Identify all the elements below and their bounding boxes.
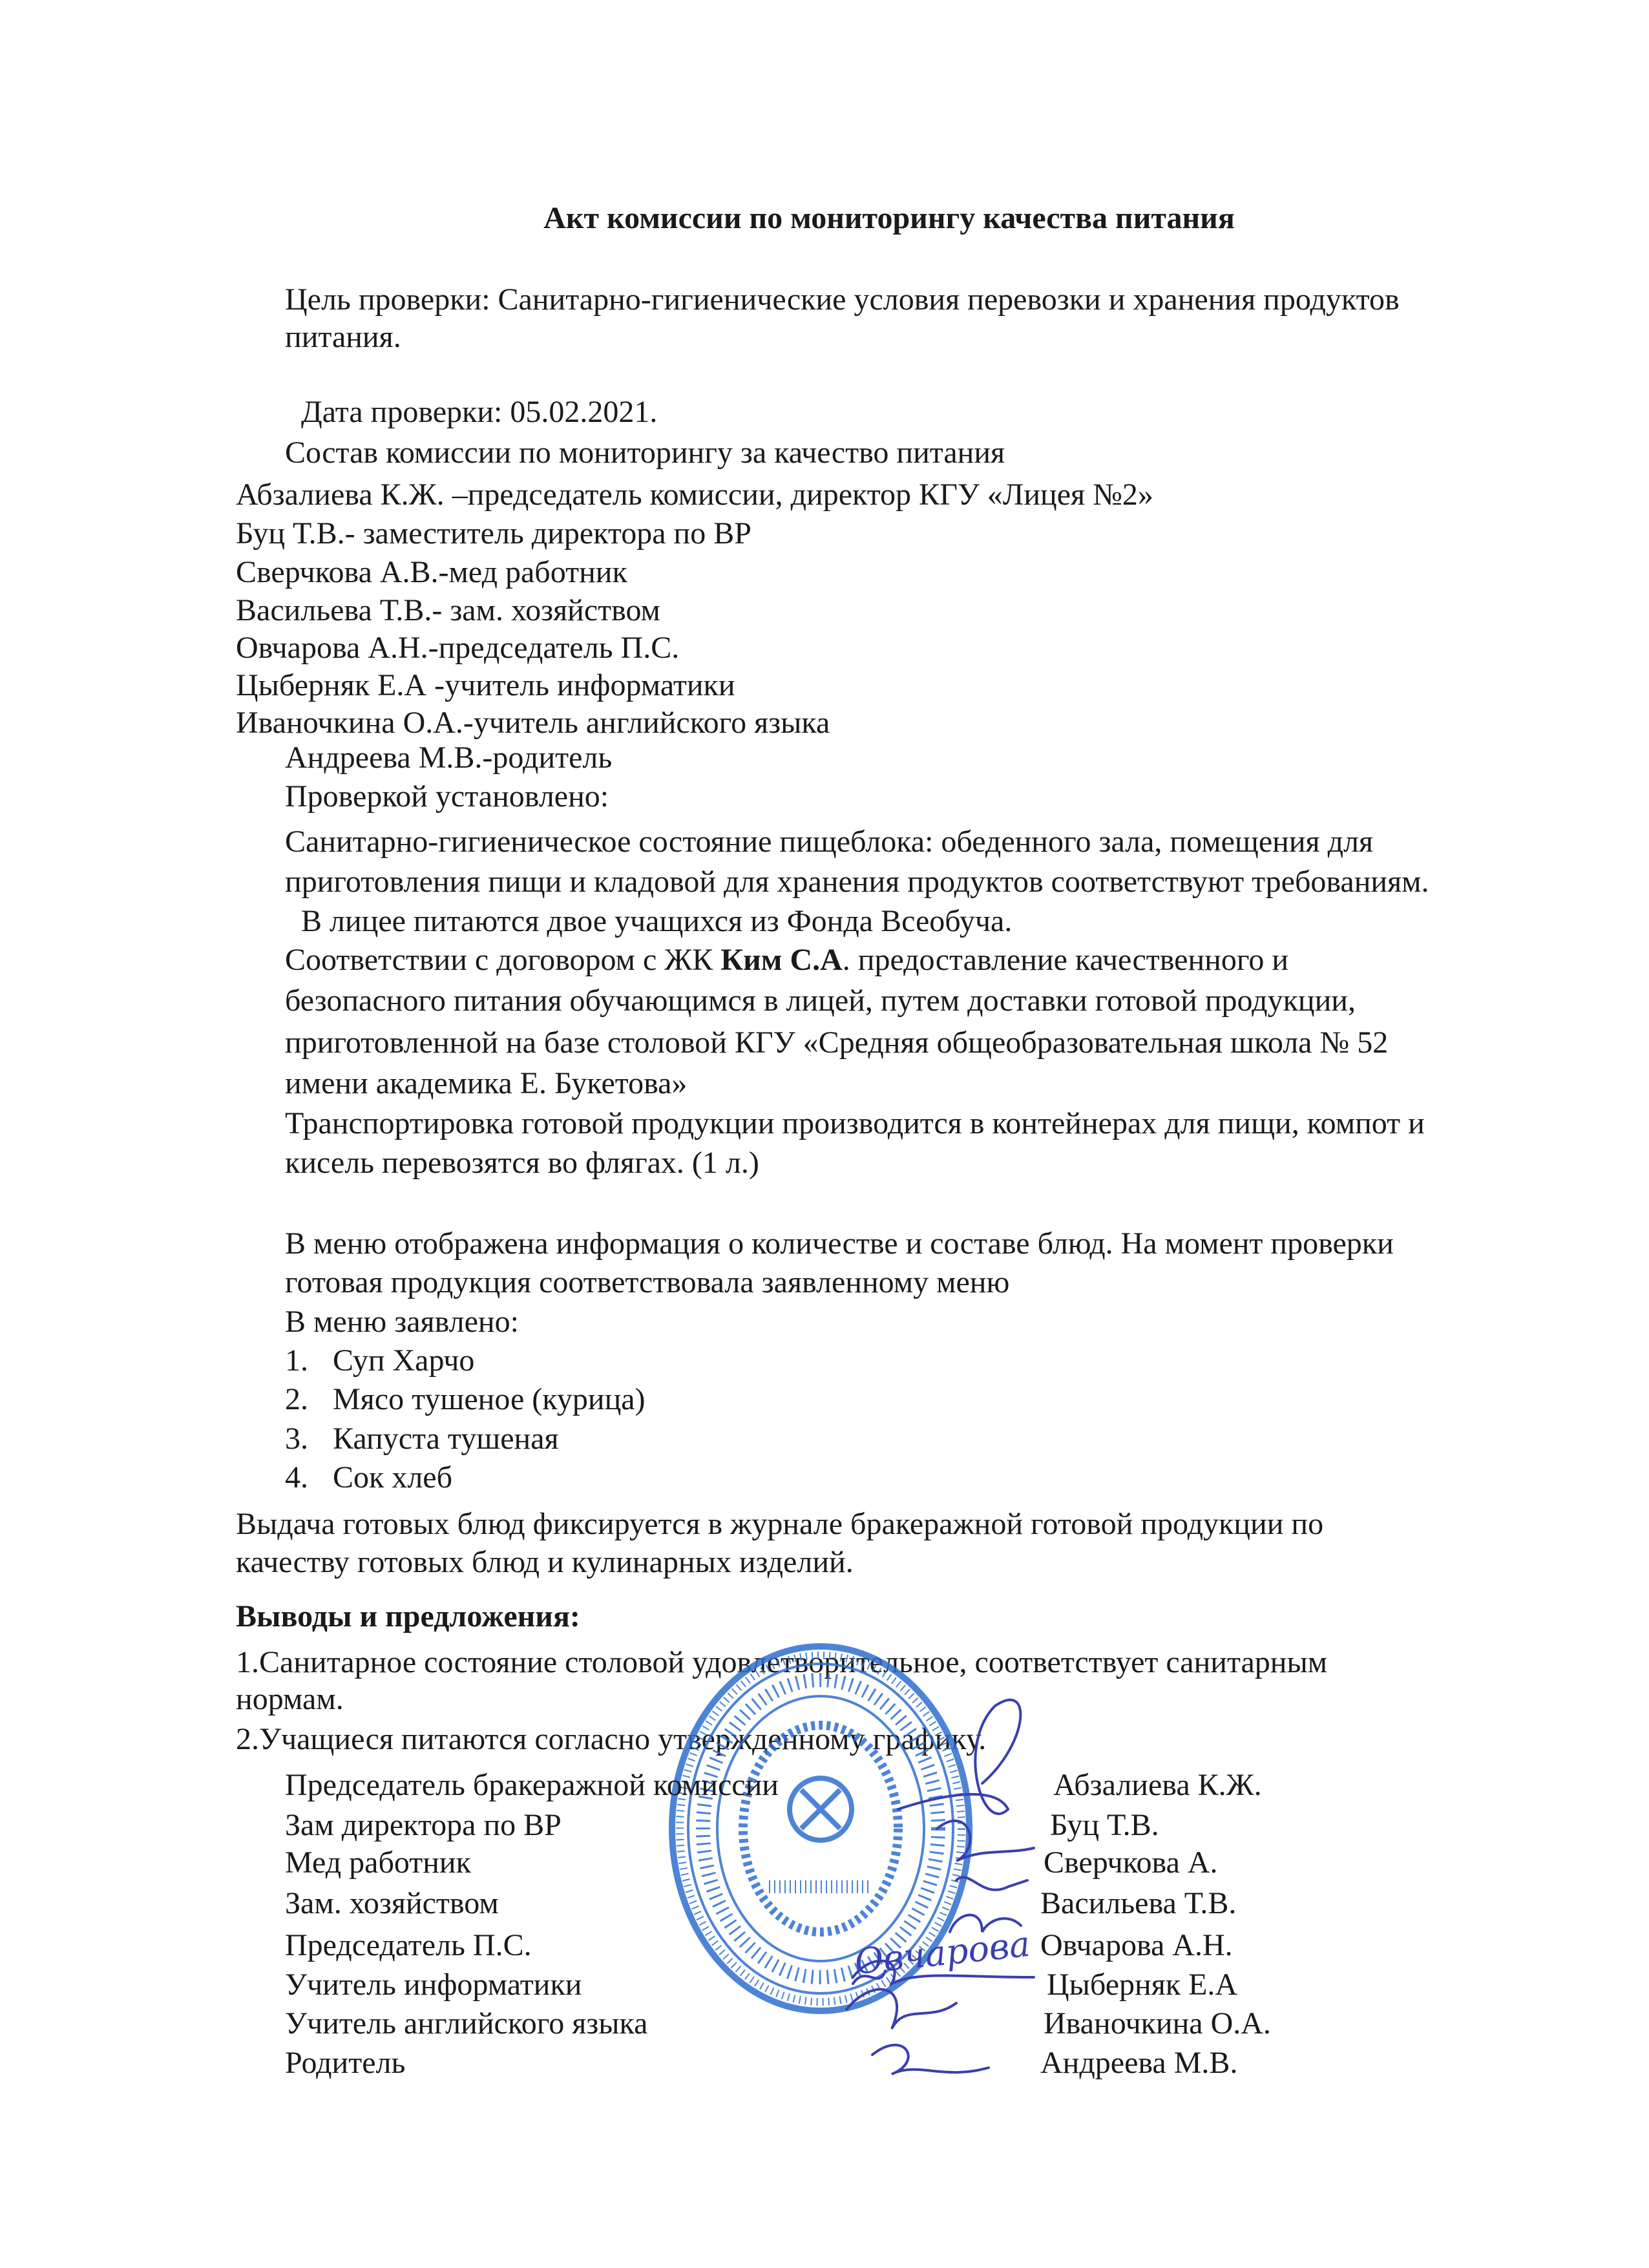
transport-line: Транспортировка готовой продукции производится в контейнерах для пищи, компот и bbox=[285, 1106, 1425, 1140]
handwritten-ovcharova: Овчарова bbox=[852, 1923, 1033, 1982]
contract-line bbox=[285, 942, 1288, 978]
member-line: Абзалиева К.Ж. –председатель комиссии, директор КГУ «Лицея №2» bbox=[236, 478, 1153, 512]
conclusion-line: 2.Учащиеся питаются согласно утвержденному графику. bbox=[236, 1722, 987, 1756]
contract-text: . предоставление качественного и bbox=[842, 943, 1289, 977]
menu-item bbox=[285, 1343, 475, 1379]
signature-role: Учитель информатики bbox=[285, 1968, 582, 2002]
menu-item-label: Суп Харчо bbox=[333, 1343, 475, 1378]
transport-line: кисель перевозятся во флягах. (1 л.) bbox=[285, 1146, 759, 1180]
signature-name: Овчарова А.Н. bbox=[1040, 1928, 1233, 1962]
signature-name: Цыберняк Е.А bbox=[1047, 1968, 1238, 2002]
findings-line: Санитарно-гигиеническое состояние пищеблока: обеденного зала, помещения для bbox=[285, 824, 1374, 859]
menu-item-label: Мясо тушеное (курица) bbox=[333, 1382, 646, 1416]
journal-line: качеству готовых блюд и кулинарных изделий. bbox=[236, 1545, 854, 1579]
menu-heading: В меню заявлено: bbox=[285, 1305, 519, 1339]
menu-item-number: 1. bbox=[285, 1343, 308, 1378]
menu-item-number: 3. bbox=[285, 1422, 308, 1456]
purpose-line: Цель проверки: Санитарно-гигиенические условия перевозки и хранения продуктов bbox=[285, 282, 1400, 317]
findings-heading: Проверкой установлено: bbox=[285, 779, 609, 814]
signature-name: Андреева М.В. bbox=[1040, 2046, 1238, 2080]
menu-item-label: Сок хлеб bbox=[333, 1460, 453, 1495]
contract-text: Соответствии с договором с ЖК bbox=[285, 943, 721, 977]
conclusion-line: нормам. bbox=[236, 1682, 344, 1716]
signature-role: Председатель бракеражной комиссии bbox=[285, 1768, 779, 1802]
inspection-date: Дата проверки: 05.02.2021. bbox=[301, 395, 658, 429]
menu-item-number: 4. bbox=[285, 1460, 308, 1495]
signature-name: Сверчкова А. bbox=[1044, 1845, 1218, 1880]
purpose-line: питания. bbox=[285, 320, 401, 354]
member-line: Овчарова А.Н.-председатель П.С. bbox=[236, 631, 680, 665]
contract-line: имени академика Е. Букетова» bbox=[285, 1066, 688, 1100]
menu-item-number: 2. bbox=[285, 1382, 308, 1416]
document-title: Акт комиссии по мониторингу качества питания bbox=[543, 201, 1235, 235]
signature-name: Иваночкина О.А. bbox=[1044, 2006, 1271, 2041]
signature-name: Абзалиева К.Ж. bbox=[1053, 1768, 1262, 1802]
contract-line: приготовленной на базе столовой КГУ «Средняя общеобразовательная школа № 52 bbox=[285, 1025, 1389, 1060]
member-line: Иваночкина О.А.-учитель английского языка bbox=[236, 706, 830, 740]
signature-name: Буц Т.В. bbox=[1050, 1808, 1159, 1842]
menu-item-label: Капуста тушеная bbox=[333, 1422, 559, 1456]
menu-item bbox=[285, 1460, 453, 1496]
contract-line: безопасного питания обучающимся в лицей, путем доставки готовой продукции, bbox=[285, 983, 1356, 1018]
signature-role: Председатель П.С. bbox=[285, 1928, 532, 1962]
signature-role: Зам. хозяйством bbox=[285, 1886, 499, 1920]
round-stamp-icon bbox=[672, 1646, 969, 2011]
member-line: Цыберняк Е.А -учитель информатики bbox=[236, 668, 735, 702]
member-line: Андреева М.В.-родитель bbox=[285, 740, 613, 775]
signature-role: Родитель bbox=[285, 2046, 406, 2080]
conclusion-line: 1.Санитарное состояние столовой удовлетворительное, соответствует санитарным bbox=[236, 1645, 1328, 1679]
menu-item bbox=[285, 1421, 559, 1457]
findings-line: В лицее питаются двое учащихся из Фонда Всеобуча. bbox=[301, 904, 1013, 938]
conclusions-heading: Выводы и предложения: bbox=[236, 1599, 580, 1633]
signature-role: Учитель английского языка bbox=[285, 2006, 648, 2041]
findings-line: приготовления пищи и кладовой для хранения продуктов соответствуют требованиям. bbox=[285, 865, 1429, 899]
member-line: Сверчкова А.В.-мед работник bbox=[236, 555, 627, 589]
menu-item bbox=[285, 1381, 646, 1418]
member-line: Васильева Т.В.- зам. хозяйством bbox=[236, 593, 660, 627]
signature-name: Васильева Т.В. bbox=[1040, 1886, 1237, 1920]
commission-heading: Состав комиссии по мониторингу за качество питания bbox=[285, 436, 1005, 470]
signature-role: Мед работник bbox=[285, 1845, 471, 1880]
menu-info-line: готовая продукция соответствовала заявленному меню bbox=[285, 1265, 1010, 1299]
menu-info-line: В меню отображена информация о количестве и составе блюд. На момент проверки bbox=[285, 1226, 1394, 1261]
signature-role: Зам директора по ВР bbox=[285, 1808, 562, 1842]
contractor-name: Ким С.А bbox=[720, 943, 843, 977]
journal-line: Выдача готовых блюд фиксируется в журнале бракеражной готовой продукции по bbox=[236, 1507, 1324, 1541]
member-line: Буц Т.В.- заместитель директора по ВР bbox=[236, 516, 751, 551]
